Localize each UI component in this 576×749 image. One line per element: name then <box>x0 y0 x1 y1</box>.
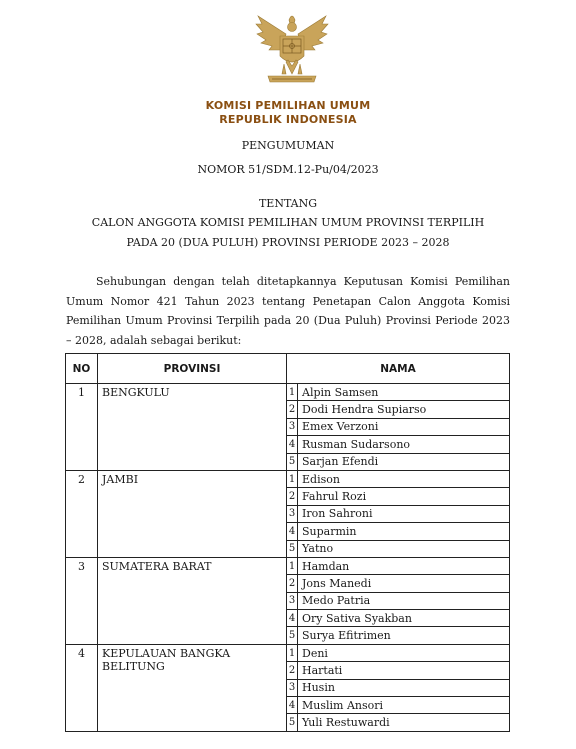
candidate-name: Alpin Samsen <box>298 384 510 401</box>
table-row <box>66 384 510 401</box>
table-row <box>66 557 510 574</box>
candidate-name: Ory Sativa Syakban <box>298 610 510 627</box>
candidate-index: 5 <box>287 714 298 731</box>
header-provinsi: PROVINSI <box>98 354 287 384</box>
candidate-index: 3 <box>287 592 298 609</box>
organization-name: KOMISI PEMILIHAN UMUM <box>205 99 371 112</box>
document-subject-line2: PADA 20 (DUA PULUH) PROVINSI PERIODE 2023 – 2028 <box>126 236 450 249</box>
candidate-name: Hamdan <box>298 557 510 574</box>
candidate-index: 2 <box>287 662 298 679</box>
candidate-index: 5 <box>287 540 298 557</box>
candidate-name: Edison <box>298 470 510 487</box>
candidate-name: Sarjan Efendi <box>298 453 510 470</box>
candidate-name: Hartati <box>298 662 510 679</box>
candidate-index: 5 <box>287 453 298 470</box>
candidate-index: 1 <box>287 470 298 487</box>
candidate-index: 4 <box>287 436 298 453</box>
candidate-index: 1 <box>287 384 298 401</box>
candidate-index: 1 <box>287 644 298 661</box>
candidate-index: 4 <box>287 697 298 714</box>
candidate-index: 4 <box>287 523 298 540</box>
candidate-index: 4 <box>287 610 298 627</box>
candidate-name: Emex Verzoni <box>298 418 510 435</box>
candidate-name: Iron Sahroni <box>298 505 510 522</box>
candidate-index: 3 <box>287 418 298 435</box>
province-name: KEPULAUAN BANGKA BELITUNG <box>98 644 287 731</box>
table-row <box>66 644 510 661</box>
candidate-name: Medo Patria <box>298 592 510 609</box>
candidate-name: Surya Efitrimen <box>298 627 510 644</box>
table-header-row <box>66 354 510 384</box>
candidate-name: Rusman Sudarsono <box>298 436 510 453</box>
candidate-name: Muslim Ansori <box>298 697 510 714</box>
row-number: 1 <box>66 384 98 471</box>
row-number: 3 <box>66 557 98 644</box>
candidate-index: 2 <box>287 575 298 592</box>
candidate-index: 2 <box>287 401 298 418</box>
candidate-name: Suparmin <box>298 523 510 540</box>
document-type: PENGUMUMAN <box>241 139 335 152</box>
document-subject-line1: CALON ANGGOTA KOMISI PEMILIHAN UMUM PROVINSI TERPILIH <box>91 216 485 229</box>
candidate-table <box>65 353 510 732</box>
header-nama: NAMA <box>287 354 510 384</box>
province-name: JAMBI <box>98 470 287 557</box>
candidate-name: Fahrul Rozi <box>298 488 510 505</box>
table-body <box>66 384 510 732</box>
intro-paragraph: Sehubungan dengan telah ditetapkannya Keputusan Komisi Pemilihan Umum Nomor 421 Tahun 2023 tentang Penetapan Calon Anggota Komisi Pemilihan Umum Provinsi Terpilih pada 20 (Dua Puluh) Provinsi Periode 2023 – 2028, adalah sebagai berikut: <box>66 275 510 347</box>
table-row <box>66 470 510 487</box>
header-no: NO <box>66 354 98 384</box>
document-about: TENTANG <box>258 197 318 210</box>
candidate-index: 5 <box>287 627 298 644</box>
province-name: SUMATERA BARAT <box>98 557 287 644</box>
province-name: BENGKULU <box>98 384 287 471</box>
document-number: NOMOR 51/SDM.12-Pu/04/2023 <box>197 163 379 176</box>
candidate-name: Husin <box>298 679 510 696</box>
candidate-name: Yuli Restuwardi <box>298 714 510 731</box>
candidate-name: Deni <box>298 644 510 661</box>
candidate-index: 1 <box>287 557 298 574</box>
candidate-name: Dodi Hendra Supiarso <box>298 401 510 418</box>
row-number: 2 <box>66 470 98 557</box>
candidate-index: 2 <box>287 488 298 505</box>
row-number: 4 <box>66 644 98 731</box>
organization-country: REPUBLIK INDONESIA <box>219 113 357 126</box>
candidate-name: Yatno <box>298 540 510 557</box>
garuda-emblem-icon <box>252 10 332 92</box>
candidate-index: 3 <box>287 679 298 696</box>
candidate-index: 3 <box>287 505 298 522</box>
candidate-name: Jons Manedi <box>298 575 510 592</box>
